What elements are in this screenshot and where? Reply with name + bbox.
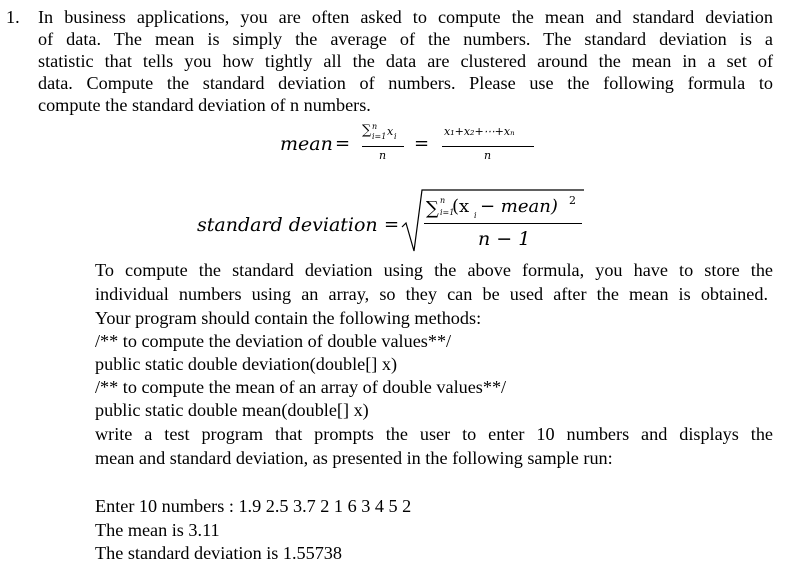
body-line-7: public static double mean(double[] x) <box>95 400 369 420</box>
sd-fraction-bar <box>424 223 582 224</box>
sd-denominator: n − 1 <box>478 228 531 250</box>
mean-denominator: n <box>379 149 387 162</box>
intro-line-2: of data. The mean is simply the average of the numbers. The standard deviation is a <box>38 29 773 49</box>
body-line-2: individual numbers using an array, so they can be used after the mean is obtained. <box>95 284 768 304</box>
sd-sum-symbol: ∑ <box>426 198 439 219</box>
problem-number: 1. <box>6 7 20 27</box>
sd-sum-lower: i=1 <box>440 208 455 217</box>
sd-minus-mean: − mean) <box>480 196 558 217</box>
body-line-9: mean and standard deviation, as presented in the following sample run: <box>95 448 613 468</box>
intro-line-3: statistic that tells you how tightly all the data are clustered around the mean in a set of <box>38 51 773 71</box>
mean-equals-2: = <box>414 133 430 154</box>
mean-equals-1: = <box>335 133 351 154</box>
body-line-8: write a test program that prompts the user to enter 10 numbers and displays the <box>95 424 773 444</box>
mean-label: mean <box>280 133 333 155</box>
mean-sum-symbol: ∑ <box>362 123 372 138</box>
intro-line-1: In business applications, you are often asked to compute the mean and standard deviation <box>38 7 773 27</box>
sd-label: standard deviation <box>197 214 378 236</box>
sd-sum-upper: n <box>440 196 446 205</box>
sd-power: 2 <box>569 194 576 207</box>
body-line-5: public static double deviation(double[] x) <box>95 354 398 374</box>
mean-fraction-bar-2 <box>442 146 534 147</box>
mean-sum-upper: n <box>372 122 378 131</box>
intro-line-4: data. Compute the standard deviation of numbers. Please use the following formula to <box>38 73 773 93</box>
mean-sum-term-sub: i <box>394 132 397 141</box>
sample-run-line-2: The mean is 3.11 <box>95 520 220 540</box>
body-line-4: /** to compute the deviation of double values**/ <box>95 331 452 351</box>
sd-paren-x <box>452 196 469 217</box>
sample-run-line-3: The standard deviation is 1.55738 <box>95 543 342 563</box>
body-line-1: To compute the standard deviation using the above formula, you have to store the <box>95 260 773 280</box>
body-line-6: /** to compute the mean of an array of double values**/ <box>95 377 507 397</box>
sample-run-line-1: Enter 10 numbers : 1.9 2.5 3.7 2 1 6 3 4 5 2 <box>95 496 412 516</box>
mean-sum-lower: i=1 <box>372 132 387 141</box>
mean-fraction-bar-1 <box>362 146 404 147</box>
sd-x-sub: i <box>474 211 477 220</box>
sd-paren: (x <box>452 196 470 217</box>
sd-equals: = <box>384 214 400 235</box>
intro-line-5: compute the standard deviation of n numbers. <box>38 95 371 115</box>
body-line-3: Your program should contain the following methods: <box>95 308 482 328</box>
mean-expanded-denominator: n <box>484 149 492 162</box>
mean-sum-term: x <box>387 125 394 138</box>
mean-expanded-numerator: x₁+x₂+⋯+xₙ <box>444 125 515 138</box>
